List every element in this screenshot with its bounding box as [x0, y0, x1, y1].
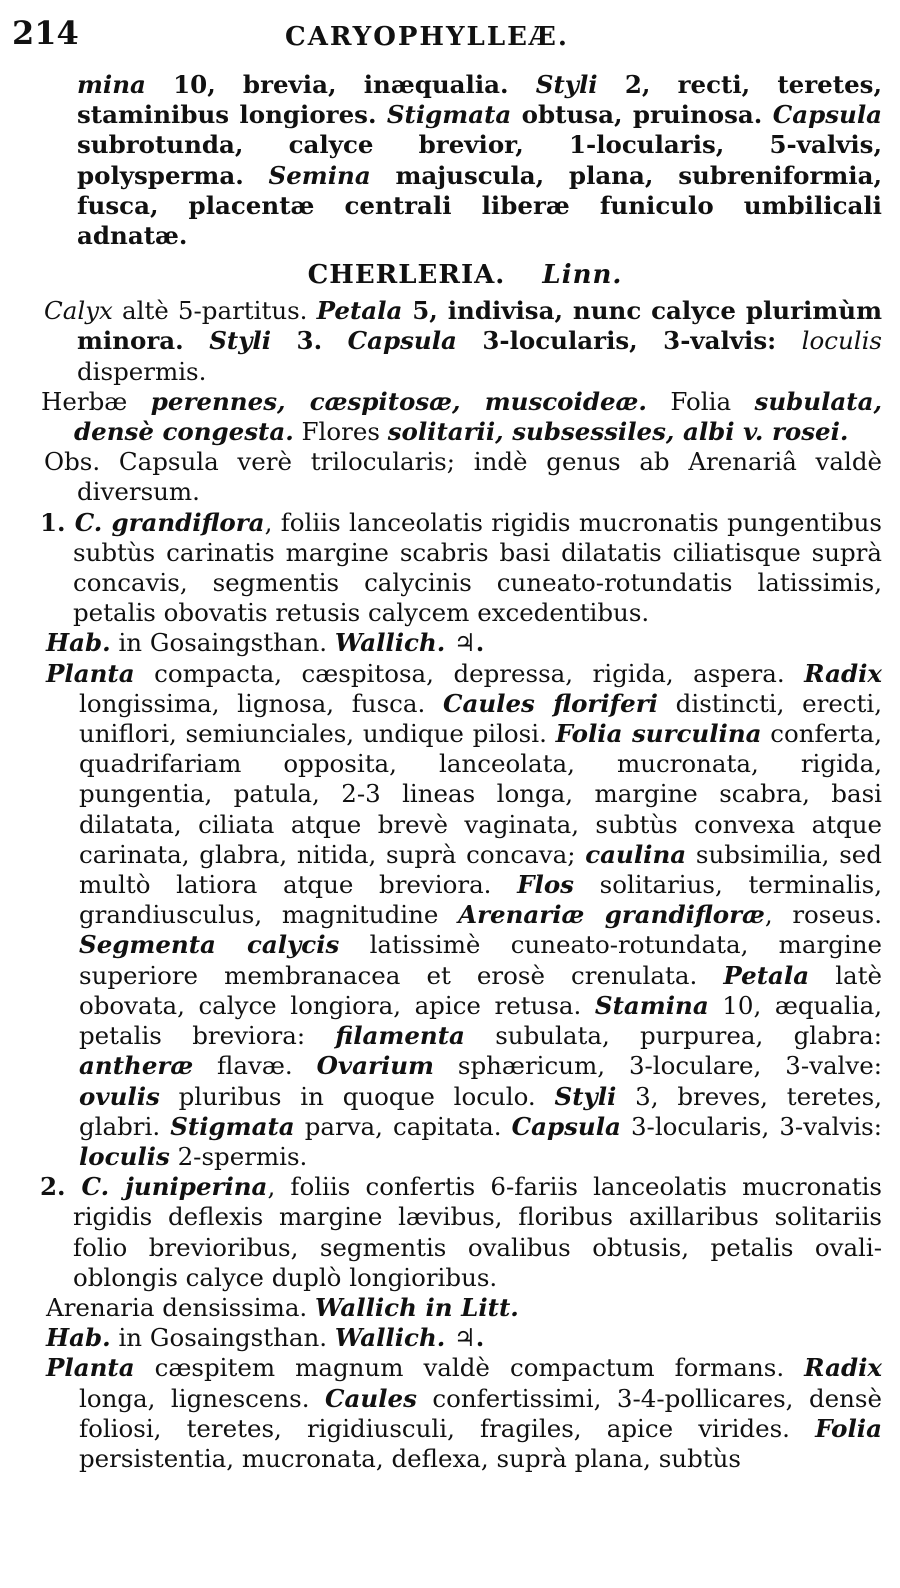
text-run: Stigmata: [386, 100, 512, 130]
text-run: Hab.: [46, 628, 111, 658]
text-run: Calyx: [44, 296, 113, 326]
species-2-diagnosis: [40, 1172, 882, 1293]
text-run: subulata, densè congesta.: [74, 386, 882, 447]
text-run: cæspitem magnum valdè compactum formans.: [134, 1353, 805, 1383]
text-run: Petala: [316, 296, 403, 326]
species-1-description: [46, 659, 882, 1172]
text-run: C. juniperina: [81, 1172, 268, 1202]
text-run: caulina: [585, 839, 687, 869]
text-run: 2.: [40, 1172, 82, 1202]
text-run: Styli: [535, 70, 598, 99]
text-run: Wallich.: [334, 1323, 446, 1353]
text-run: subulata, purpurea, glabra:: [464, 1021, 882, 1051]
text-run: Segmenta calycis: [79, 930, 340, 960]
text-run: , foliis lanceolatis rigidis mucronatis pungentibus subtùs carinatis margine scabris basi dilatatis ciliatisque suprà concavis, segmentis calycinis cuneato-rotundatis latissimis, petalis obovatis retusis calycem excedentibus.: [73, 507, 883, 628]
text-run: Petala: [723, 960, 810, 990]
text-run: latissimè cuneato-rotundata, margine superiore membranacea et erosè crenulata.: [79, 930, 883, 990]
text-run: sphæricum, 3-loculare, 3-valve:: [433, 1051, 882, 1081]
text-run: distincti, erecti, uniflori, semiunciales, undique pilosi.: [79, 688, 883, 749]
text-run: Flos: [517, 870, 574, 900]
text-run: in Gosaingsthan.: [110, 1323, 335, 1353]
species-2-description: [46, 1353, 882, 1474]
text-run: longa, lignescens.: [79, 1383, 325, 1413]
habit-note: [41, 387, 882, 447]
text-run: solitarius, terminalis, grandiusculus, magnitudine: [79, 870, 882, 930]
preceding-description: [77, 70, 882, 251]
text-run: ♃.: [445, 1323, 485, 1353]
text-run: Semina: [268, 160, 371, 190]
text-run: Stigmata: [170, 1111, 295, 1141]
text-run: 10, brevia, inæqualia.: [145, 70, 536, 99]
observation-note: [44, 447, 882, 507]
species-1-diagnosis: [40, 508, 882, 629]
text-run: flavæ.: [193, 1051, 317, 1081]
text-run: pluribus in quoque loculo.: [159, 1081, 555, 1111]
text-run: parva, capitata.: [294, 1111, 512, 1141]
text-run: Caules floriferi: [442, 688, 658, 718]
text-run: Herbæ: [41, 386, 151, 416]
text-run: loculis: [801, 326, 883, 356]
generic-character: [44, 296, 882, 387]
text-run: C. grandiflora: [74, 507, 265, 537]
text-run: 3-locularis, 3-valvis:: [620, 1111, 882, 1141]
genus-name: CHERLERIA.: [307, 260, 506, 291]
text-run: , roseus.: [764, 900, 882, 930]
text-run: 3.: [271, 326, 348, 356]
text-run: majuscula, plana, subreniformia, fusca, placentæ centrali liberæ funiculo umbilicali adnatæ.: [77, 160, 882, 251]
text-run: antheræ: [79, 1051, 194, 1081]
text-run: longissima, lignosa, fusca.: [79, 688, 443, 718]
text-run: Wallich.: [334, 628, 446, 658]
text-run: Arenariæ grandifloræ: [458, 900, 765, 930]
text-run: latè obovata, calyce longiora, apice retusa.: [79, 960, 882, 1020]
text-run: Hab.: [46, 1323, 111, 1353]
text-run: Wallich in Litt.: [315, 1292, 519, 1322]
text-run: 3-locularis, 3-valvis:: [456, 326, 802, 356]
text-run: Caules: [325, 1383, 417, 1413]
text-run: 1.: [40, 507, 75, 537]
text-run: 5, indivisa, nunc calyce plurimùm minora.: [77, 296, 882, 356]
text-run: Folia surculina: [555, 719, 762, 749]
text-run: Capsula: [511, 1111, 621, 1141]
text-run: 2, recti, teretes, staminibus longiores.: [77, 70, 882, 130]
text-run: 3, breves, teretes, glabri.: [79, 1081, 882, 1141]
text-run: Stamina: [594, 990, 709, 1020]
text-run: Capsula: [347, 326, 457, 356]
text-run: Planta: [46, 658, 135, 688]
species-1-habitat: [46, 628, 900, 658]
text-run: altè 5-partitus.: [112, 296, 317, 326]
text-run: Radix: [804, 658, 882, 688]
running-header: [0, 8, 900, 58]
text-run: in Gosaingsthan.: [110, 628, 335, 658]
text-run: Planta: [46, 1353, 135, 1383]
text-run: mina: [77, 70, 146, 99]
text-run: subsimilia, sed multò latiora atque breviora.: [79, 839, 882, 900]
text-run: Styli: [209, 326, 272, 356]
page-number: 214: [12, 14, 79, 52]
text-run: Radix: [804, 1353, 882, 1383]
text-run: 10, æqualia, petalis breviora:: [79, 990, 882, 1051]
species-2-habitat: [46, 1323, 900, 1353]
text-run: ovulis: [79, 1081, 160, 1111]
text-run: , foliis confertis 6-fariis lanceolatis mucronatis rigidis deflexis margine lævibus, floribus axillaribus solitariis folio brevioribus, segmentis ovalibus obtusis, petalis ovali-oblongis calyce duplò longioribus.: [73, 1172, 882, 1292]
text-run: subrotunda, calyce brevior, 1-locularis, 5-valvis, polysperma.: [77, 130, 882, 190]
text-run: Flores: [293, 417, 388, 447]
text-run: Capsula: [772, 100, 882, 130]
text-run: solitarii, subsessiles, albi v. rosei.: [387, 417, 849, 447]
text-run: Styli: [554, 1081, 617, 1111]
text-run: dispermis.: [77, 356, 207, 386]
genus-authority: Linn.: [542, 260, 623, 291]
text-run: Ovarium: [316, 1051, 434, 1081]
text-run: filamenta: [335, 1021, 465, 1051]
text-run: compacta, cæspitosa, depressa, rigida, aspera.: [134, 658, 805, 688]
text-run: 2-spermis.: [169, 1141, 308, 1171]
text-run: Folia: [646, 386, 755, 416]
text-run: perennes, cæspitosæ, muscoideæ.: [150, 386, 647, 416]
running-title: CARYOPHYLLEÆ.: [285, 22, 569, 52]
genus-heading: [30, 260, 900, 290]
text-run: confertissimi, 3-4-pollicares, densè foliosi, teretes, rigidiusculi, fragiles, apice virides.: [79, 1383, 882, 1443]
species-2-synonym: [46, 1293, 900, 1323]
text-run: loculis: [79, 1141, 170, 1171]
text-run: Folia: [815, 1413, 882, 1443]
text-run: Arenaria densissima.: [46, 1292, 315, 1322]
text-run: Obs. Capsula verè trilocularis; indè genus ab Arenariâ valdè diversum.: [44, 447, 882, 507]
text-run: obtusa, pruinosa.: [511, 100, 773, 130]
text-run: ♃.: [445, 628, 485, 658]
text-run: persistentia, mucronata, deflexa, suprà plana, subtùs: [79, 1443, 741, 1473]
text-body: [0, 70, 900, 1474]
text-run: conferta, quadrifariam opposita, lanceolata, mucronata, rigida, pungentia, patula, 2-3 lineas longa, margine scabra, basi dilatata, ciliata atque brevè vaginata, subtùs convexa atque carinata, glabra, nitida, suprà concava;: [79, 719, 883, 869]
